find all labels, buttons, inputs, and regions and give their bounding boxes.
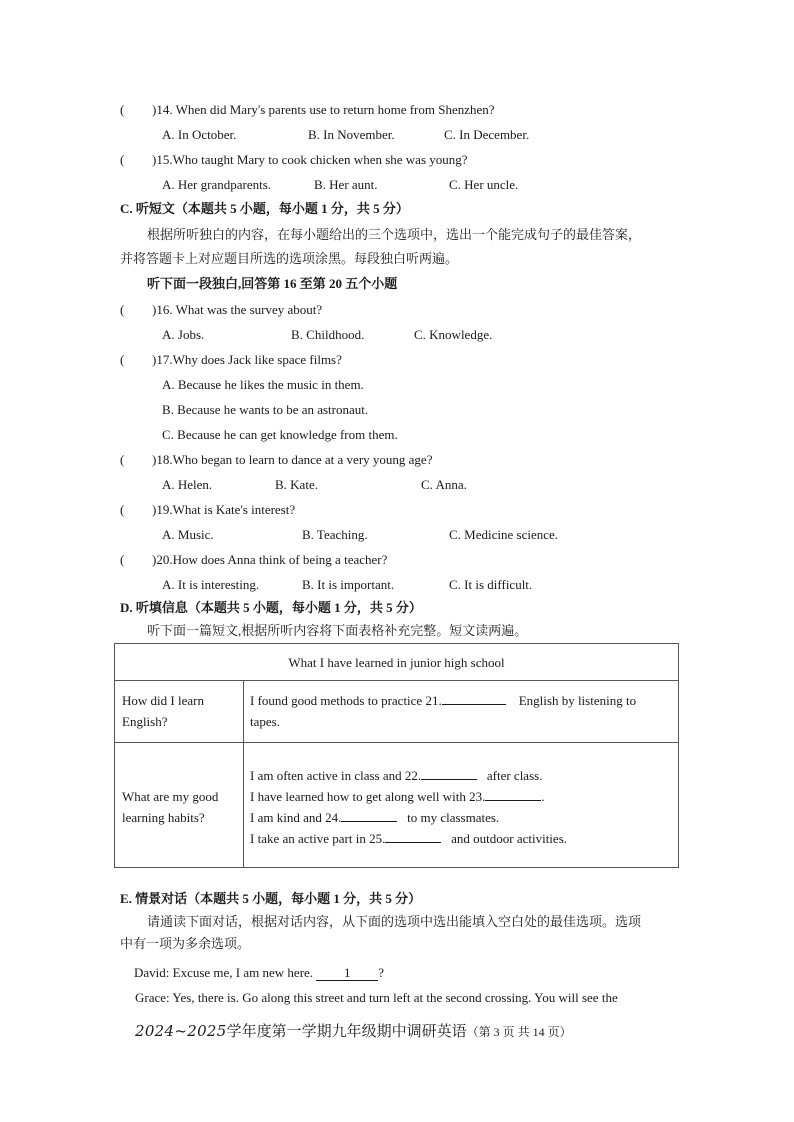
question-text: )19.What is Kate's interest? <box>152 502 296 517</box>
page-footer <box>135 1020 572 1041</box>
option-a: A. Her grandparents. <box>162 177 272 192</box>
row1-answer-line-1 <box>250 690 636 711</box>
answer-paren[interactable]: ( <box>120 452 125 467</box>
blank-25[interactable] <box>385 830 441 843</box>
table-column-divider <box>243 680 244 867</box>
dialogue-blank-1[interactable]: 1 <box>316 966 378 981</box>
answer-paren[interactable]: ( <box>120 502 125 517</box>
section-d-instruction: 听下面一篇短文,根据所听内容将下面表格补充完整。短文读两遍。 <box>147 623 528 638</box>
option-b: B. Because he wants to be an astronaut. <box>162 402 369 417</box>
question-text: )20.How does Anna think of being a teacher? <box>152 552 388 567</box>
blank-22[interactable] <box>421 767 477 780</box>
option-c: C. Her uncle. <box>449 177 519 192</box>
option-a: A. Music. <box>162 527 214 542</box>
footer-year: 2024~2025 <box>135 1022 227 1040</box>
section-e-heading: E. 情景对话（本题共 5 小题，每小题 1 分，共 5 分） <box>120 891 422 906</box>
blank-23-suffix: . <box>541 789 545 804</box>
question-text: )16. What was the survey about? <box>152 302 323 317</box>
row2-question-line-1: What are my good <box>122 789 219 804</box>
answer-paren[interactable]: ( <box>120 102 125 117</box>
blank-24[interactable] <box>341 809 397 822</box>
question-text: )15.Who taught Mary to cook chicken when she was young? <box>152 152 468 167</box>
footer-page-number: （第 3 页 共 14 页） <box>466 1025 572 1039</box>
option-a: A. Jobs. <box>162 327 205 342</box>
option-a: A. Helen. <box>162 477 213 492</box>
dialogue-grace: Grace: Yes, there is. Go along this street and turn left at the second crossing. You will see the <box>135 990 618 1005</box>
question-text: )17.Why does Jack like space films? <box>152 352 342 367</box>
blank-25-suffix: and outdoor activities. <box>451 831 567 846</box>
blank-23-prefix: I have learned how to get along well with 23. <box>250 789 486 804</box>
section-c-instruction-2: 并将答题卡上对应题目所选的选项涂黑。每段独白听两遍。 <box>120 251 459 266</box>
section-c-instruction-1: 根据所听独白的内容，在每小题给出的三个选项中，选出一个能完成句子的最佳答案， <box>147 227 642 242</box>
dialogue-david <box>134 965 384 981</box>
row1-question-line-2: English? <box>122 714 168 729</box>
footer-title: 学年度第一学期九年级期中调研英语 <box>226 1024 467 1040</box>
section-c-subheading: 听下面一段独白,回答第 16 至第 20 五个小题 <box>147 276 398 291</box>
blank-21[interactable] <box>442 692 506 705</box>
option-b: B. It is important. <box>302 577 395 592</box>
option-b: B. Her aunt. <box>314 177 378 192</box>
option-c: C. Anna. <box>421 477 467 492</box>
option-b: B. In November. <box>308 127 395 142</box>
blank-24-suffix: to my classmates. <box>407 810 500 825</box>
answer-paren[interactable]: ( <box>120 552 125 567</box>
answer-paren[interactable]: ( <box>120 302 125 317</box>
habit-line-24 <box>250 807 499 828</box>
option-b: B. Teaching. <box>302 527 368 542</box>
row1-question-line-1: How did I learn <box>122 693 204 708</box>
blank-22-suffix: after class. <box>486 768 543 783</box>
blank-22-prefix: I am often active in class and 22. <box>250 768 422 783</box>
row2-question-line-2: learning habits? <box>122 810 205 825</box>
option-a: A. Because he likes the music in them. <box>162 377 364 392</box>
david-line: David: Excuse me, I am new here. <box>134 965 317 980</box>
info-table <box>114 643 679 868</box>
option-c: C. Knowledge. <box>414 327 493 342</box>
option-a: A. In October. <box>162 127 237 142</box>
david-line-end: ? <box>378 965 385 980</box>
table-divider <box>115 742 678 743</box>
blank-21-prefix: I found good methods to practice 21. <box>250 693 442 708</box>
table-divider <box>115 680 678 681</box>
section-c-heading: C. 听短文（本题共 5 小题，每小题 1 分，共 5 分） <box>120 201 409 216</box>
option-c: C. Because he can get knowledge from them. <box>162 427 398 442</box>
section-d-heading: D. 听填信息（本题共 5 小题，每小题 1 分，共 5 分） <box>120 600 422 615</box>
option-a: A. It is interesting. <box>162 577 260 592</box>
option-c: C. Medicine science. <box>449 527 559 542</box>
option-b: B. Childhood. <box>291 327 365 342</box>
option-c: C. It is difficult. <box>449 577 533 592</box>
question-text: )14. When did Mary's parents use to return home from Shenzhen? <box>152 102 495 117</box>
section-e-instruction-1: 请通读下面对话，根据对话内容，从下面的选项中选出能填入空白处的最佳选项。选项 <box>147 914 642 929</box>
habit-line-25 <box>250 828 567 849</box>
blank-23[interactable] <box>485 788 541 801</box>
blank-24-prefix: I am kind and 24. <box>250 810 342 825</box>
habit-line-23 <box>250 786 545 807</box>
table-title: What I have learned in junior high school <box>288 655 505 670</box>
blank-21-suffix: English by listening to <box>518 693 637 708</box>
section-e-instruction-2: 中有一项为多余选项。 <box>120 936 251 951</box>
answer-paren[interactable]: ( <box>120 152 125 167</box>
question-text: )18.Who began to learn to dance at a very young age? <box>152 452 433 467</box>
option-b: B. Kate. <box>275 477 318 492</box>
habit-line-22 <box>250 765 542 786</box>
option-c: C. In December. <box>444 127 530 142</box>
answer-paren[interactable]: ( <box>120 352 125 367</box>
row1-answer-line-2: tapes. <box>250 714 280 729</box>
blank-25-prefix: I take an active part in 25. <box>250 831 386 846</box>
